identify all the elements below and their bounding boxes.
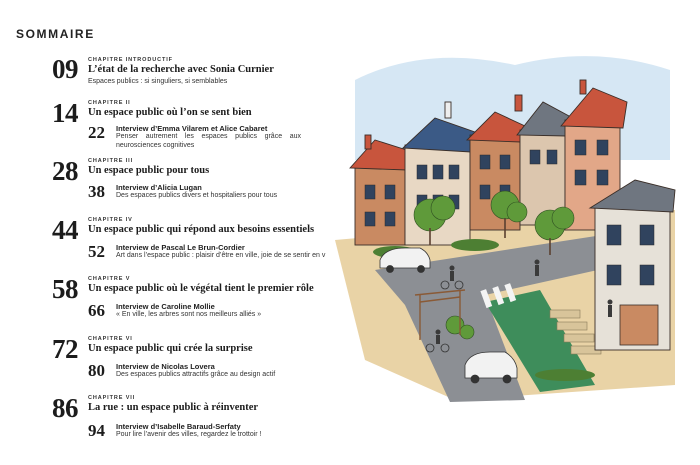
chapter-title: La rue : un espace public à réinventer — [88, 402, 259, 413]
interview-description: Pour lire l’avenir des villes, regardez le trottoir ! — [116, 431, 262, 438]
interview-title: Interview de Nicolas Lovera — [116, 362, 215, 371]
street-illustration — [335, 40, 685, 410]
interview-description: Art dans l’espace public : plaisir d’être en ville, joie de se sentir en v — [116, 252, 326, 259]
chapter-title: L’état de la recherche avec Sonia Curnier — [88, 64, 274, 75]
chapter-page-number: 58 — [52, 274, 78, 304]
interview-title: Interview de Pascal Le Brun-Cordier — [116, 243, 245, 252]
chapter-label: CHAPITRE III — [88, 158, 134, 164]
chapter-page-number: 28 — [52, 156, 78, 186]
interview-description: Penser autrement les espaces publics grâce aux neurosciences cognitives — [116, 133, 301, 149]
chapter-label: CHAPITRE VI — [88, 336, 133, 342]
chapter-title: Un espace public pour tous — [88, 165, 210, 176]
chapter-title: Un espace public qui crée la surprise — [88, 343, 253, 354]
interview-description: Des espaces publics divers et hospitaliers pour tous — [116, 192, 278, 199]
chapter-page-number: 86 — [52, 393, 78, 423]
interview-title: Interview d’Isabelle Baraud-Serfaty — [116, 422, 241, 431]
interview-page-number: 38 — [88, 182, 105, 201]
chapter-subtitle: Espaces publics : si singuliers, si semblables — [88, 78, 228, 85]
chapter-page-number: 44 — [52, 215, 78, 245]
interview-page-number: 66 — [88, 301, 105, 320]
chapter-page-number: 09 — [52, 54, 78, 84]
chapter-title: Un espace public où le végétal tient le premier rôle — [88, 283, 314, 294]
table-of-contents — [0, 0, 345, 465]
interview-description: Des espaces publics attractifs grâce au design actif — [116, 371, 276, 378]
chapter-page-number: 72 — [52, 334, 78, 364]
chapter-label: CHAPITRE INTRODUCTIF — [88, 57, 173, 63]
interview-title: Interview d’Alicia Lugan — [116, 183, 202, 192]
chapter-page-number: 14 — [52, 98, 78, 128]
interview-page-number: 22 — [88, 123, 105, 142]
chapter-title: Un espace public où l’on se sent bien — [88, 107, 252, 118]
interview-page-number: 94 — [88, 421, 105, 440]
interview-title: Interview d’Emma Vilarem et Alice Cabaret — [116, 124, 268, 133]
chapter-title: Un espace public qui répond aux besoins essentiels — [88, 224, 315, 235]
chapter-label: CHAPITRE VII — [88, 395, 136, 401]
interview-page-number: 80 — [88, 361, 105, 380]
chapter-label: CHAPITRE IV — [88, 217, 133, 223]
page-heading: SOMMAIRE — [16, 27, 95, 41]
chapter-label: CHAPITRE V — [88, 276, 131, 282]
interview-title: Interview de Caroline Mollie — [116, 302, 215, 311]
interview-description: « En ville, les arbres sont nos meilleurs alliés » — [116, 311, 262, 318]
chapter-label: CHAPITRE II — [88, 100, 131, 106]
interview-page-number: 52 — [88, 242, 105, 261]
